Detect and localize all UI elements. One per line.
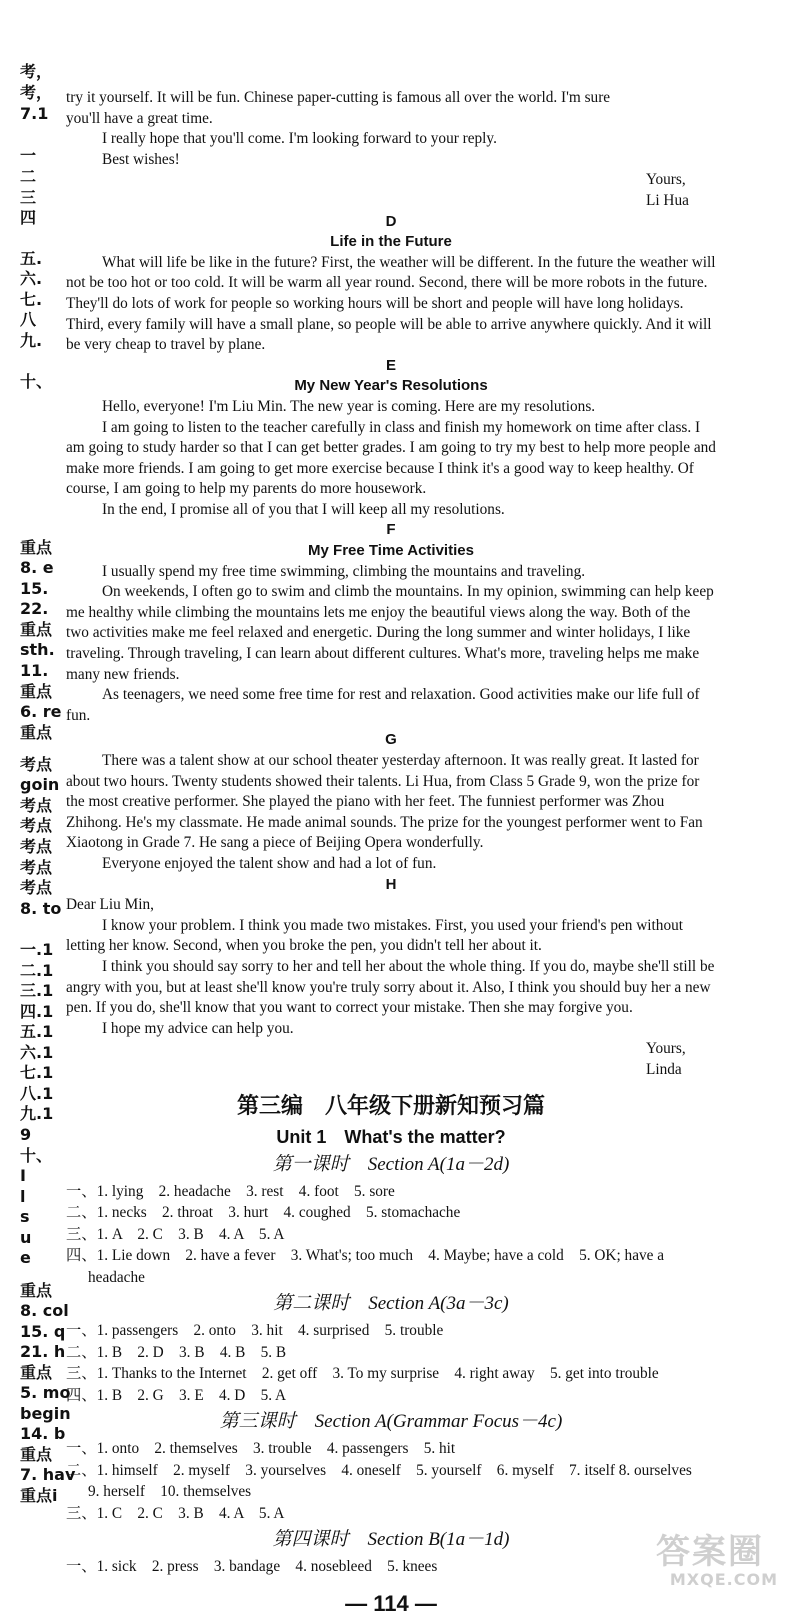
paragraph: I know your problem. I think you made two mistakes. First, you used your friend's pen without letting her know. Second, when you broke the pen, you didn't tell her about it. [66, 916, 683, 955]
margin-fragment: sth. [20, 640, 55, 659]
section-label: G [385, 731, 397, 749]
unit-title: Unit 1 What's the matter? [276, 1126, 506, 1147]
text-line: you'll have a great time. [66, 109, 213, 127]
margin-fragment: 9 [20, 1125, 32, 1144]
margin-fragment: 一.1 [20, 940, 54, 959]
section-label: F [386, 521, 396, 539]
margin-fragment: 三 [20, 188, 37, 207]
essay-g [66, 730, 716, 874]
text-line: try it yourself. It will be fun. Chinese paper-cutting is famous all over the world. I'm sure [66, 89, 611, 106]
paragraph: I usually spend my free time swimming, climbing the mountains and traveling. [102, 562, 586, 580]
watermark-text: 答案圈 [656, 1532, 764, 1572]
signature-name: Linda [646, 1060, 682, 1078]
margin-fragment: 考点 [20, 858, 53, 877]
margin-fragment: 8. to [20, 899, 62, 918]
essay-title: My Free Time Activities [308, 542, 474, 560]
margin-fragment: 四 [20, 208, 37, 227]
margin-fragment: 7.1 [20, 104, 49, 123]
page-number: — 114 — [345, 1590, 437, 1616]
paragraph: What will life be like in the future? First, the weather will be different. In the future the weather will not be too hot or too cold. It will be warm all year round. Second, there will be more robots in the future. They'll do lots of work for people so working hours will be short and people will have long holidays. Third, every family will have a small plane, so people will be able to arrive anywhere quickly. And it will be very cheap to travel by plane. [66, 253, 716, 354]
greeting: Dear Liu Min, [66, 896, 154, 914]
answer-line: 一、1. passengers 2. onto 3. hit 4. surprised 5. trouble [66, 1322, 444, 1339]
text-line: I really hope that you'll come. I'm looking forward to your reply. [102, 130, 497, 148]
margin-fragment: 十、 [20, 1146, 53, 1165]
margin-fragment: 15. q [20, 1322, 66, 1341]
paragraph: I think you should say sorry to her and tell her about the whole thing. If you do, maybe she'll still be angry with you, but at least she'll know you're truly sorry about it. Also, I think you should buy her a new pen. If you do, she'll know that you want to correct your mistake. Then she may forgive you. [66, 957, 715, 1017]
margin-fragment: goin [20, 775, 60, 794]
paragraph: In the end, I promise all of you that I will keep all my resolutions. [102, 500, 505, 518]
margin-fragment: 考点 [20, 837, 53, 856]
margin-fragment: 五. [20, 249, 43, 268]
margin-fragment: 九. [20, 331, 43, 350]
answer-line: 二、1. necks 2. throat 3. hurt 4. coughed 5. stomachache [66, 1204, 461, 1221]
part-three [66, 1093, 716, 1578]
essay-h [66, 875, 716, 1081]
margin-fragment: s [20, 1207, 30, 1226]
margin-fragment: 四.1 [20, 1002, 54, 1021]
margin-fragment: 七.1 [20, 1063, 54, 1082]
closing: Best wishes! [102, 150, 180, 168]
margin-fragment: u [20, 1228, 32, 1247]
section-label: D [385, 212, 397, 230]
answer-line: 四、1. Lie down 2. have a fever 3. What's; too much 4. Maybe; have a cold 5. OK; have a headache [66, 1247, 665, 1286]
left-margin-cut-text [0, 0, 76, 1600]
watermark-url: MXQE.COM [669, 1570, 778, 1589]
paragraph: On weekends, I often go to swim and climb the mountains. In my opinion, swimming can help keep me healthy while climbing the mountains lets me enjoy the beautiful views along the way. Both of the two activities make me feel relaxed and energetic. During the long summer and winter holidays, I like traveling. Through traveling, I can learn about different cultures. What's more, traveling helps me make many new friends. [66, 583, 714, 683]
margin-fragment: 十、 [20, 372, 53, 391]
answer-line: 三、1. A 2. C 3. B 4. A 5. A [66, 1225, 285, 1243]
paragraph: I am going to listen to the teacher carefully in class and finish my homework on time after class. I am going to study harder so that I can get better grades. I am going to try my best to help more people and make more friends. I am going to get more exercise because I think it's a good way to keep healthy. Of course, I am going to help my parents do more housework. [66, 418, 716, 498]
answer-line: 四、1. B 2. G 3. E 4. D 5. A [66, 1386, 287, 1404]
margin-fragment: 重点 [20, 1281, 53, 1300]
answer-line: 一、1. sick 2. press 3. bandage 4. nosebleed 5. knees [66, 1558, 438, 1575]
margin-fragment: 二.1 [20, 961, 54, 980]
margin-fragment: 五.1 [20, 1022, 54, 1041]
essay-title: My New Year's Resolutions [294, 377, 488, 395]
answer-page [66, 88, 716, 1614]
margin-fragment: 考， [20, 62, 53, 81]
margin-fragment: 8. col [20, 1301, 69, 1320]
lesson-title: 第三课时 Section A(Grammar Focus－4c) [219, 1411, 563, 1432]
answer-line: 一、1. lying 2. headache 3. rest 4. foot 5. sore [66, 1182, 395, 1200]
answer-line: 三、1. Thanks to the Internet 2. get off 3. To my surprise 4. right away 5. get into trouble [66, 1365, 659, 1382]
paragraph: I hope my advice can help you. [102, 1019, 294, 1037]
margin-fragment: 三.1 [20, 981, 54, 1000]
margin-fragment: 重点 [20, 682, 53, 701]
margin-fragment: 22. [20, 599, 49, 618]
answer-line: 二、1. himself 2. myself 3. yourselves 4. oneself 5. yourself 6. myself 7. itself 8. ourselves 9. herself 10. themselves [66, 1461, 708, 1500]
margin-fragment: 6. re [20, 702, 62, 721]
essay-f [66, 520, 716, 726]
margin-fragment: 六. [20, 269, 43, 288]
margin-fragment: 九.1 [20, 1104, 54, 1123]
margin-fragment: 5. mo [20, 1383, 71, 1402]
signature-closing: Yours, [646, 1040, 686, 1058]
margin-fragment: e [20, 1248, 31, 1267]
margin-fragment: 14. b [20, 1424, 66, 1443]
margin-fragment: 7. hav [20, 1465, 76, 1484]
margin-fragment: 考点 [20, 878, 53, 897]
part-title: 第三编 八年级下册新知预习篇 [236, 1093, 545, 1119]
paragraph: There was a talent show at our school theater yesterday afternoon. It was really great. It lasted for about two hours. Twenty students showed their talents. Li Hua, from Class 5 Grade 9, won the prize for the most creative performer. She played the piano with her feet. The funniest performer was Zhou Zhihong. He's my classmate. He made animal sounds. The prize for the youngest performer went to Fan Xiaotong in Grade 7. He sang a piece of Beijing Opera wonderfully. [66, 752, 703, 852]
answer-line: 一、1. onto 2. themselves 3. trouble 4. passengers 5. hit [66, 1440, 456, 1457]
paragraph: Everyone enjoyed the talent show and had a lot of fun. [102, 854, 437, 872]
lesson-title: 第二课时 Section A(3a－3c) [273, 1293, 509, 1314]
margin-fragment: 重点 [20, 538, 53, 557]
lesson-title: 第一课时 Section A(1a－2d) [272, 1153, 510, 1175]
margin-fragment: 八 [20, 310, 37, 329]
section-label: H [385, 875, 397, 893]
margin-fragment: 考， [20, 83, 53, 102]
margin-fragment: 六.1 [20, 1043, 54, 1062]
lesson-title: 第四课时 Section B(1a－1d) [272, 1529, 510, 1550]
margin-fragment: 考点 [20, 755, 53, 774]
section-label: E [385, 356, 396, 374]
essay-e [66, 356, 716, 521]
margin-fragment: 一 [20, 146, 37, 165]
margin-fragment: l [20, 1187, 26, 1206]
margin-fragment: 11. [20, 661, 49, 680]
margin-fragment: 七. [20, 290, 43, 309]
margin-fragment: I [20, 1166, 26, 1185]
margin-fragment: 二 [20, 167, 37, 186]
watermark-logo [656, 1534, 778, 1592]
margin-fragment: 考点 [20, 816, 53, 835]
margin-fragment: 重点 [20, 1363, 53, 1382]
paragraph: Hello, everyone! I'm Liu Min. The new year is coming. Here are my resolutions. [102, 397, 596, 415]
margin-fragment: 重点 [20, 1445, 53, 1464]
essay-title: Life in the Future [330, 233, 452, 251]
letter-ending [66, 88, 716, 212]
answer-line: 三、1. C 2. C 3. B 4. A 5. A [66, 1504, 285, 1522]
margin-fragment: 考点 [20, 796, 53, 815]
signature-closing: Yours, [646, 171, 686, 189]
margin-fragment: begin [20, 1404, 71, 1423]
margin-fragment: 21. h [20, 1342, 66, 1361]
margin-fragment: 8. e [20, 558, 54, 577]
answer-line: 二、1. B 2. D 3. B 4. B 5. B [66, 1343, 287, 1361]
paragraph: As teenagers, we need some free time for rest and relaxation. Good activities make our life full of fun. [66, 686, 700, 724]
margin-fragment: 15. [20, 579, 49, 598]
margin-fragment: 重点 [20, 723, 53, 742]
margin-fragment: 重点 [20, 620, 53, 639]
essay-d [66, 212, 716, 356]
signature-name: Li Hua [646, 191, 689, 209]
margin-fragment: 重点i [20, 1486, 58, 1505]
margin-fragment: 八.1 [20, 1084, 54, 1103]
